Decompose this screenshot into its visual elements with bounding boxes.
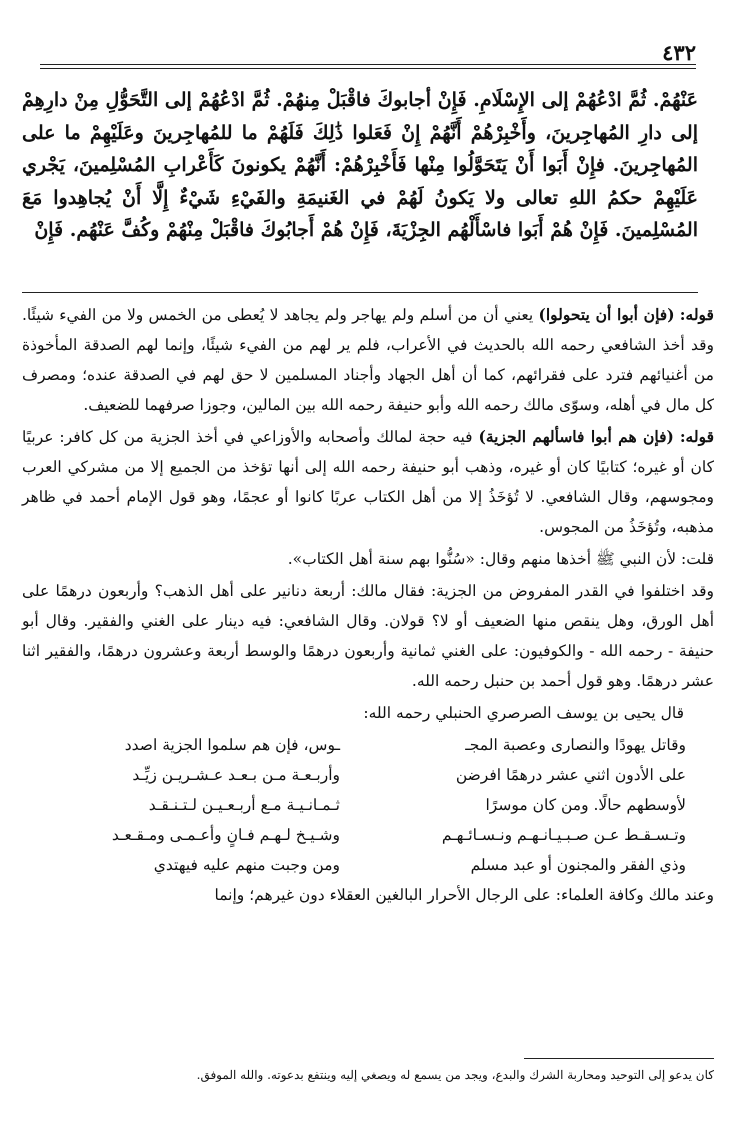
verse-first-hemistich: لأوسطهم حالًا. ومن كان موسرًا	[485, 796, 686, 814]
footnote-rule	[524, 1058, 714, 1059]
paragraph-label: قوله:	[679, 305, 714, 324]
poem-verse	[22, 850, 714, 880]
commentary-paragraph-2	[22, 422, 714, 542]
commentary-block	[22, 300, 714, 1045]
header-rule-second	[40, 68, 696, 69]
commentary-paragraph-1	[22, 300, 714, 420]
poem-verse	[22, 820, 714, 850]
quoted-phrase: (فإن أبوا أن يتحولوا)	[538, 305, 675, 324]
commentary-paragraph-3: قلت: لأن النبي ﷺ أخذها منهم وقال: «سُنُّوا بهم سنة أهل الكتاب».	[287, 550, 714, 568]
header-rule	[40, 64, 696, 65]
paragraph-body: فيه حجة لمالك وأصحابه والأوزاعي في أخذ الجزية من كل كافر: عربيًا كان أو غيره؛ كتابيًا كان أو غيره، وذهب أبو حنيفة رحمه الله إلى أنها تؤخذ من الجميع إلا من مشركي العرب ومجوسهم، وقال الشافعي. لا تُؤخَذُ إلا من أهل الكتاب عربًا كانوا أو عجمًا، وهو قول الإمام أحمد في ظاهر مذهبه، وتُؤخَذُ من المجوس.	[22, 428, 714, 536]
verse-first-hemistich: وتـسـقـط عـن صـبـيـانـهـم ونـسـائـهـم	[441, 826, 686, 844]
commentary-paragraph-4: وقد اختلفوا في القدر المفروض من الجزية: فقال مالك: أربعة دنانير على أهل الذهب؟ وأربعون درهمًا على أهل الورق، وهل ينقص منها الضعيف أو لا؟ قولان. وقال الشافعي: فيه دينار على الغني والفقير. وقال أبو حنيفة - رحمه الله - والكوفيون: على الغني ثمانية وأربعون درهمًا والوسط أربعة وعشرون درهمًا، والفقير اثنا عشر درهمًا. وهو قول أحمد بن حنبل رحمه الله.	[22, 582, 714, 690]
quoted-phrase: (فإن هم أبوا فاسألهم الجزية)	[478, 427, 674, 446]
footnote: كان يدعو إلى التوحيد ومحاربة الشرك والبدع، ويجد من يسمع له ويصغي إليه وينتفع بدعوته. والله الموفق.	[196, 1068, 714, 1082]
verse-second-hemistich: ثـمـانـيـة مـع أربـعـيـن لـتـنـقـد	[148, 796, 340, 814]
poem-intro: قال يحيى بن يوسف الصرصري الحنبلي رحمه الله:	[363, 704, 684, 722]
verse-second-hemistich: وشـيـخ لـهـم فـانٍ وأعـمـى ومـقـعـد	[111, 826, 340, 844]
paragraph-label: قوله:	[679, 427, 714, 446]
poem-verse	[22, 790, 714, 820]
section-divider	[22, 292, 698, 293]
verse-first-hemistich: وقاتل يهودًا والنصارى وعصبة المجـ	[465, 736, 686, 754]
verse-first-hemistich: وذي الفقر والمجنون أو عبد مسلم	[470, 856, 686, 874]
page-header	[40, 36, 696, 72]
poem-verse	[22, 730, 714, 760]
verse-second-hemistich: ومن وجبت منهم عليه فيهتدي	[153, 856, 340, 874]
page-number: ٤٣٢	[662, 40, 696, 65]
hadith-text-block	[22, 84, 698, 280]
verse-first-hemistich: على الأدون اثني عشر درهمًا افرضن	[455, 766, 686, 784]
verse-second-hemistich: وأربـعـة مـن بـعـد عـشـريـن زيِّـد	[132, 766, 340, 784]
commentary-paragraph-5: وعند مالك وكافة العلماء: على الرجال الأحرار البالغين العقلاء دون غيرهم؛ وإنما	[214, 886, 714, 904]
hadith-paragraph: عَنْهُمْ. ثُمَّ ادْعُهُمْ إلى الإِسْلَامِ. فَإِنْ أجابوكَ فاقْبَلْ مِنهُمْ. ثُمَّ ادْعُهُمْ إلى التَّحَوُّلِ مِنْ دارِهِمْ إلى دارِ المُهاجِرينَ، وأَخْبِرْهُمْ أَنَّهُمْ إِنْ فَعَلوا ذَٰلِكَ فَلَهُمْ ما للمُهاجِرينَ وعَلَيْهِمْ ما على المُهاجِرينَ. فإِنْ أَبَوا أَنْ يَتَحَوَّلُوا مِنْها فَأَخْبِرْهُمْ: أَنَّهُمْ يكونونَ كَأَعْرابِ المُسْلِمينَ، يَجْري عَلَيْهِمْ حكمُ اللهِ تعالى ولا يَكونُ لَهُمْ في الغَنيمَةِ والفَيْءِ شَيْءٌ إِلَّا أَنْ يُجاهِدوا مَعَ المُسْلِمينَ. فَإِنْ هُمْ أَبَوا فاسْأَلْهُم الجِزْيَةَ، فَإِنْ هُمْ أَجابُوكَ فاقْبَلْ مِنْهُمْ وكُفَّ عَنْهُم. فَإِنْ	[22, 89, 698, 241]
poem-verse	[22, 760, 714, 790]
paragraph-body: يعني أن من أسلم ولم يهاجر ولم يجاهد لا يُعطى من الخمس ولا من الفيء شيئًا. وقد أخذ الشافعي رحمه الله بالحديث في الأعراب، فلم ير لهم من الفيء شيئًا، وإنما لهم الصدقة المأخوذة من أغنيائهم فترد على فقرائهم، كما أن أهل الجهاد وأجناد المسلمين لا حق لهم في الصدقة عنده؛ ومصرف كل مال في أهله، وسوّى مالك رحمه الله وأبو حنيفة رحمه الله بين المالين، وجوزا صرفهما للضعيف.	[22, 306, 714, 414]
poem	[22, 730, 714, 880]
verse-second-hemistich: ـوس، فإن هم سلموا الجزية اصدد	[124, 736, 340, 754]
